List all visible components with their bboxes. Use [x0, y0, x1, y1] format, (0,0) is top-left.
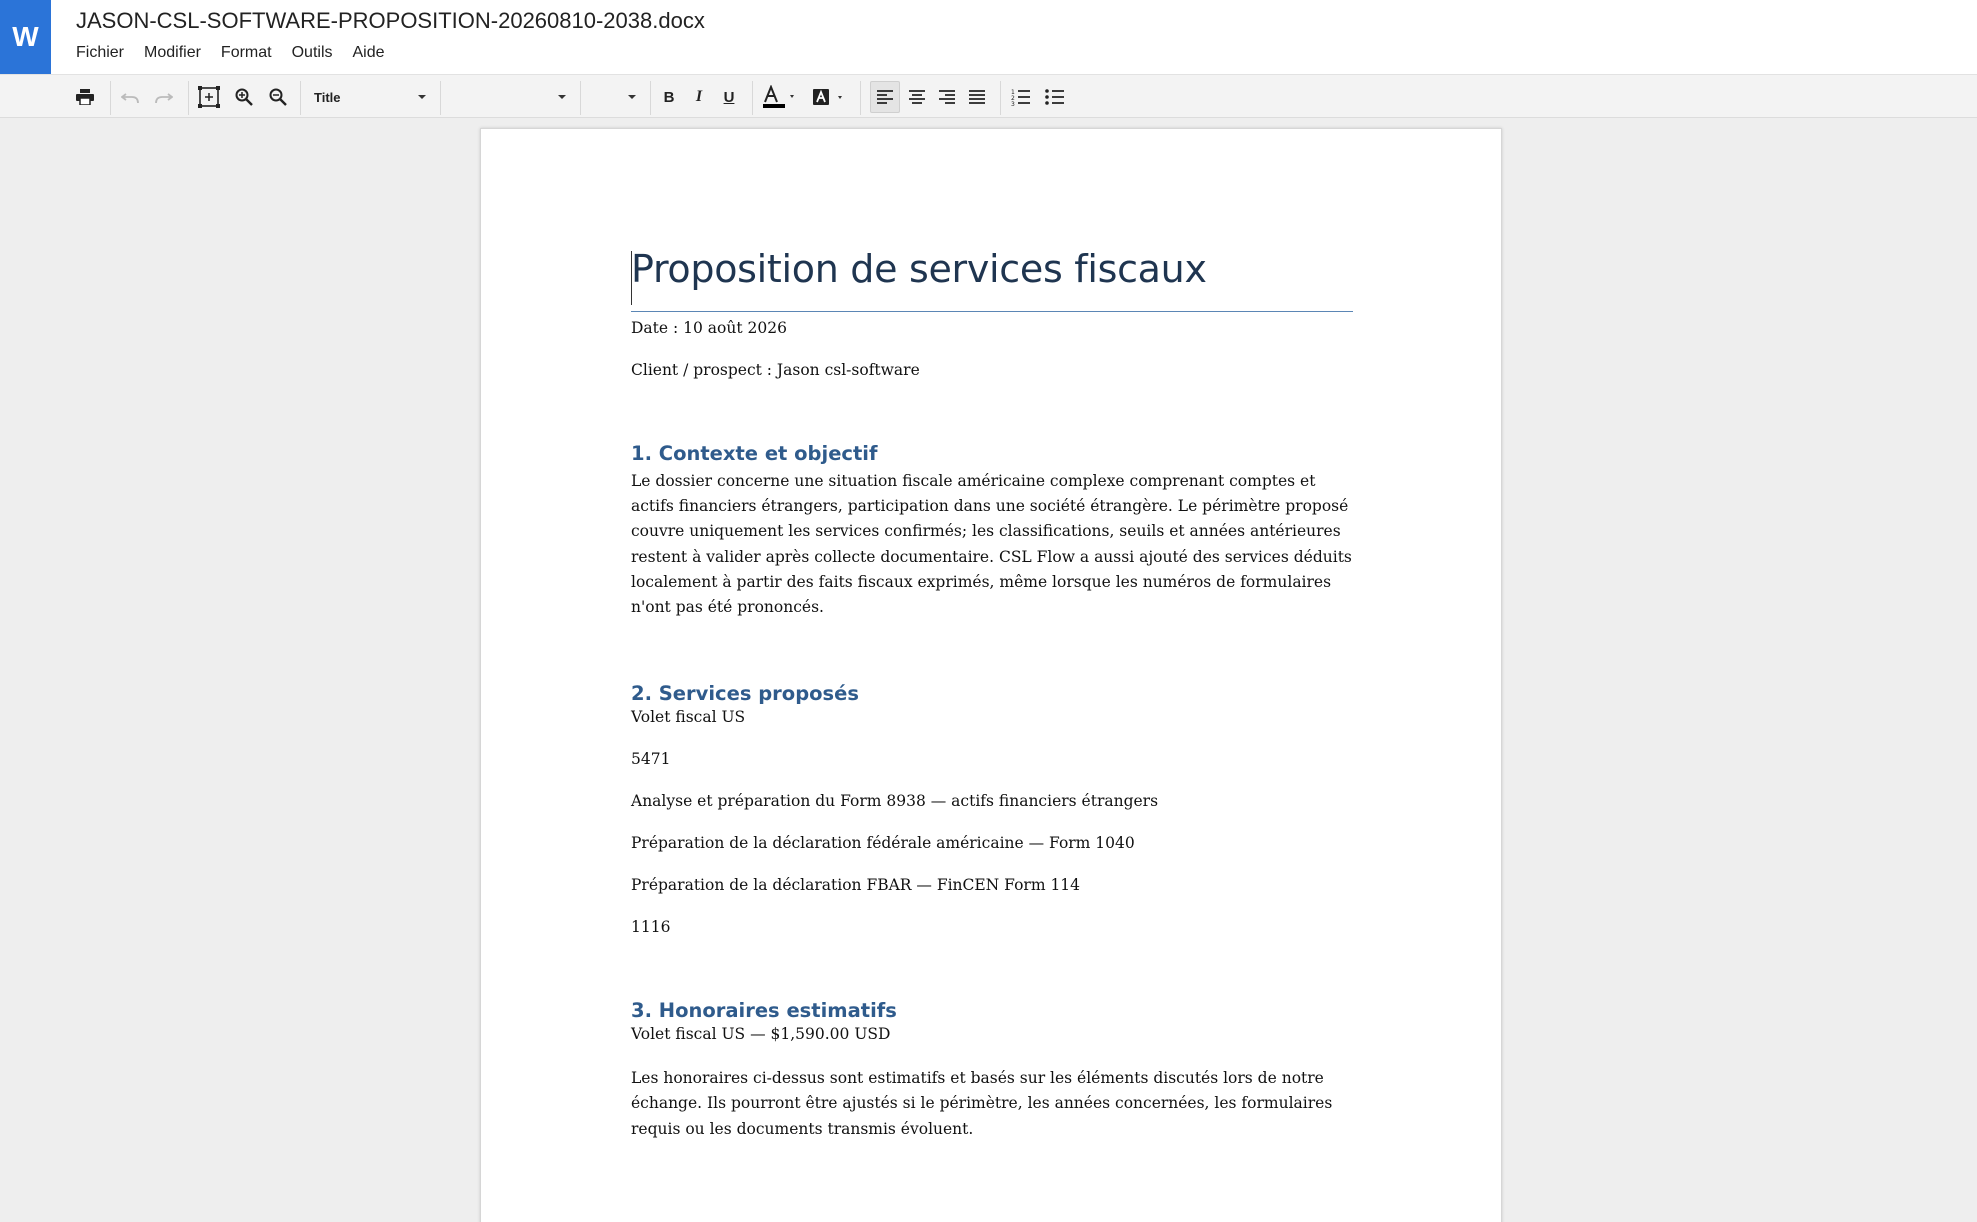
underline-icon: U [723, 88, 735, 106]
align-left-icon [876, 89, 894, 105]
menu-bar [76, 44, 405, 62]
document-heading: Proposition de services fiscaux [631, 247, 1353, 312]
section-heading-context: 1. Contexte et objectif [631, 442, 878, 465]
service-line: Préparation de la déclaration fédérale américaine — Form 1040 [631, 834, 1135, 853]
zoom-in-icon [235, 88, 253, 106]
numbered-list-button[interactable] [1008, 81, 1034, 113]
font-size-dropdown[interactable] [590, 81, 640, 113]
client-line: Client / prospect : Jason csl-software [631, 361, 920, 379]
text-color-icon [761, 85, 801, 109]
service-line: 5471 [631, 750, 671, 769]
date-line: Date : 10 août 2026 [631, 319, 787, 337]
menu-aide[interactable]: Aide [352, 44, 385, 61]
app-logo: W [0, 0, 51, 74]
justify-icon [968, 89, 986, 105]
align-right-icon [938, 89, 956, 105]
fit-page-icon [198, 86, 220, 108]
fit-page-button[interactable] [196, 81, 222, 113]
context-paragraph: Le dossier concerne une situation fiscale américaine complexe comprenant comptes et actifs financiers étrangers, participation dans une société étrangère. Le périmètre proposé couvre uniquement les services confirmés; les classifications, seuils et années antérieures restent à valider après collecte documentaire. CSL Flow a aussi ajouté des services déduits localement à partir des faits fiscaux exprimés, même lorsque les numéros de formulaires n'ont pas été prononcés. [631, 472, 1352, 617]
document-title[interactable]: JASON-CSL-SOFTWARE-PROPOSITION-20260810-2038.docx [76, 8, 705, 33]
align-left-button[interactable] [870, 81, 900, 113]
font-dropdown[interactable] [450, 81, 568, 113]
section-heading-fees: 3. Honoraires estimatifs [631, 999, 897, 1023]
fee-line: Volet fiscal US — $1,590.00 USD [631, 1025, 891, 1044]
svg-text:1: 1 [1011, 89, 1015, 96]
menu-modifier[interactable]: Modifier [144, 44, 201, 61]
bulleted-list-button[interactable] [1042, 81, 1068, 113]
highlight-color-button[interactable] [810, 81, 850, 113]
redo-icon [155, 91, 173, 103]
align-right-button[interactable] [934, 81, 960, 113]
redo-button[interactable] [152, 81, 176, 113]
undo-button[interactable] [118, 81, 142, 113]
print-icon [76, 89, 94, 105]
italic-button[interactable] [688, 81, 710, 113]
document-page[interactable] [480, 128, 1502, 1222]
chevron-down-icon [558, 95, 566, 99]
bold-icon: B [663, 88, 675, 106]
text-color-button[interactable] [760, 81, 802, 113]
svg-text:2: 2 [1011, 95, 1015, 102]
service-line: 1116 [631, 918, 671, 937]
document-content[interactable] [631, 247, 1353, 1142]
print-button[interactable] [72, 81, 98, 113]
service-line: Volet fiscal US [631, 708, 746, 727]
chevron-down-icon [418, 95, 426, 99]
style-dropdown[interactable] [314, 81, 426, 113]
zoom-in-button[interactable] [232, 81, 256, 113]
align-center-button[interactable] [904, 81, 930, 113]
app-header [0, 0, 1977, 74]
align-center-icon [908, 89, 926, 105]
zoom-out-button[interactable] [266, 81, 290, 113]
menu-fichier[interactable]: Fichier [76, 44, 125, 61]
toolbar [0, 74, 1977, 118]
service-line: Préparation de la déclaration FBAR — FinCEN Form 114 [631, 876, 1081, 895]
service-line: Analyse et préparation du Form 8938 — actifs financiers étrangers [631, 792, 1159, 811]
bulleted-list-icon [1045, 88, 1065, 106]
fees-paragraph: Les honoraires ci-dessus sont estimatifs et basés sur les éléments discutés lors de notre échange. Ils pourront être ajustés si le périmètre, les années concernées, les formulaires requis ou les documents transmis évoluent. [631, 1069, 1333, 1138]
chevron-down-icon [628, 95, 636, 99]
bold-button[interactable] [658, 81, 680, 113]
style-dropdown-value: Title [314, 89, 341, 105]
menu-format[interactable]: Format [220, 44, 272, 61]
underline-button[interactable] [718, 81, 740, 113]
highlight-color-icon [811, 87, 849, 107]
italic-icon: I [695, 88, 703, 105]
numbered-list-icon [1011, 88, 1031, 106]
menu-outils[interactable]: Outils [291, 44, 333, 61]
svg-text:3: 3 [1011, 101, 1015, 106]
undo-icon [121, 91, 139, 103]
justify-button[interactable] [964, 81, 990, 113]
section-heading-services: 2. Services proposés [631, 682, 859, 706]
zoom-out-icon [269, 88, 287, 106]
